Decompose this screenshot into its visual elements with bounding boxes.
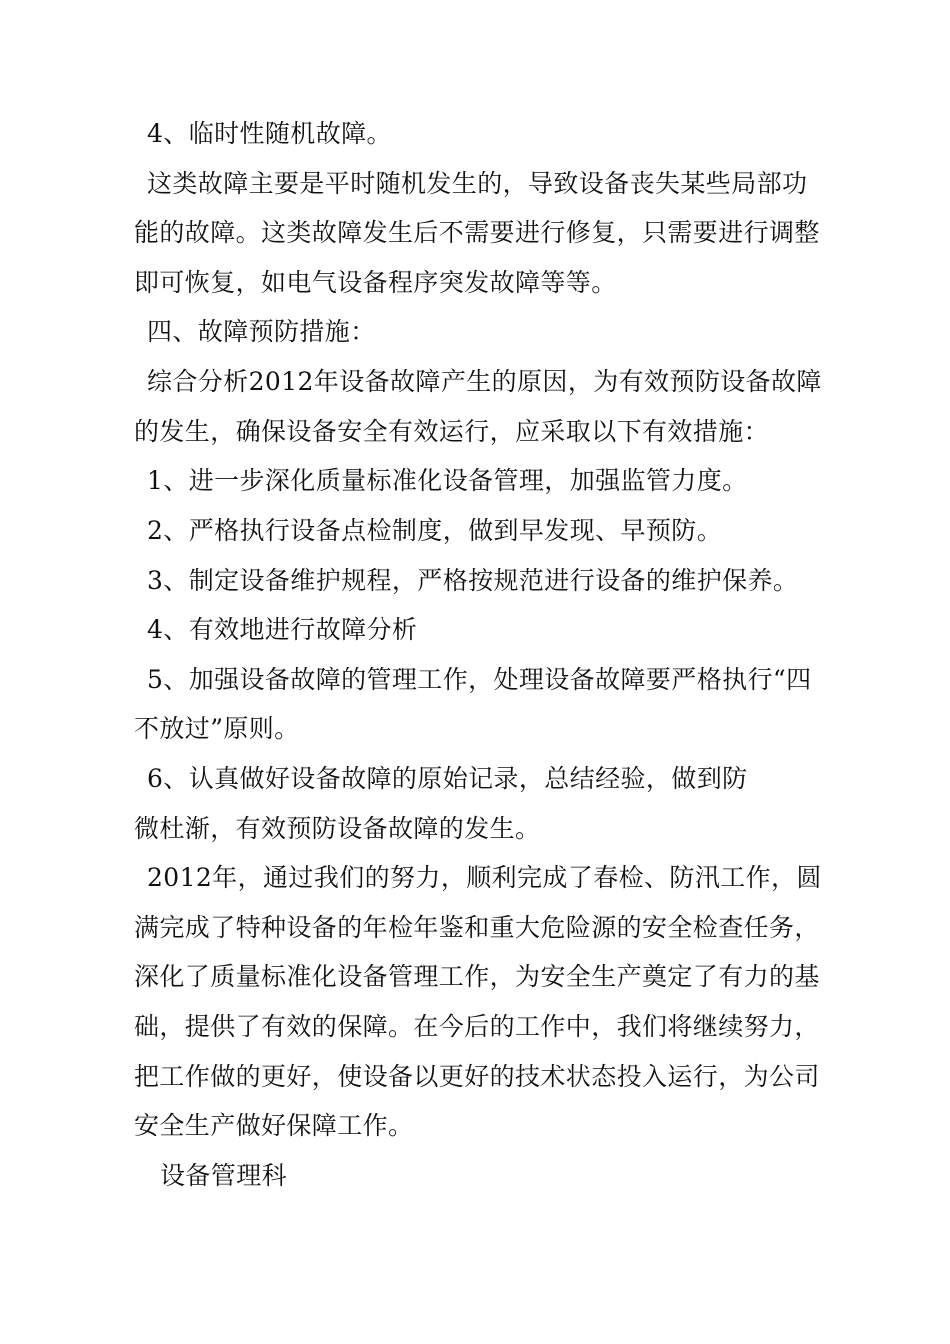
list-item-4: 4、有效地进行故障分析 bbox=[147, 615, 418, 644]
list-item-5-continued: 不放过”原则。 bbox=[134, 714, 300, 743]
paragraph-line: 这类故障主要是平时随机发生的，导致设备丧失某些局部功 bbox=[147, 169, 808, 198]
summary-paragraph-line: 2012年，通过我们的努力，顺利完成了春检、防汛工作，圆 bbox=[147, 863, 822, 892]
list-item-6-continued: 微杜渐，有效预防设备故障的发生。 bbox=[134, 814, 541, 843]
list-item-6: 6、认真做好设备故障的原始记录，总结经验，做到防 bbox=[147, 764, 748, 793]
paragraph-line: 的发生，确保设备安全有效运行，应采取以下有效措施： bbox=[134, 417, 770, 446]
paragraph-line: 能的故障。这类故障发生后不需要进行修复，只需要进行调整 bbox=[134, 218, 820, 247]
summary-paragraph-line: 安全生产做好保障工作。 bbox=[134, 1111, 414, 1140]
list-item-5: 5、加强设备故障的管理工作，处理设备故障要严格执行“四 bbox=[147, 665, 812, 694]
summary-paragraph-line: 深化了质量标准化设备管理工作，为安全生产奠定了有力的基 bbox=[134, 962, 820, 991]
list-item-3: 3、制定设备维护规程，严格按规范进行设备的维护保养。 bbox=[147, 566, 799, 595]
department-signature: 设备管理科 bbox=[160, 1161, 288, 1190]
list-item-2: 2、严格执行设备点检制度，做到早发现、早预防。 bbox=[147, 516, 723, 545]
summary-paragraph-line: 满完成了特种设备的年检年鉴和重大危险源的安全检查任务， bbox=[134, 913, 820, 942]
paragraph-line-heading-temporary-fault: 4、临时性随机故障。 bbox=[147, 119, 392, 148]
summary-paragraph-line: 础，提供了有效的保障。在今后的工作中，我们将继续努力， bbox=[134, 1012, 820, 1041]
section-heading-prevention: 四、故障预防措施： bbox=[147, 317, 376, 346]
paragraph-line: 即可恢复，如电气设备程序突发故障等等。 bbox=[134, 268, 617, 297]
list-item-1: 1、进一步深化质量标准化设备管理，加强监管力度。 bbox=[147, 466, 748, 495]
paragraph-line: 综合分析2012年设备故障产生的原因，为有效预防设备故障 bbox=[147, 367, 822, 396]
summary-paragraph-line: 把工作做的更好，使设备以更好的技术状态投入运行，为公司 bbox=[134, 1062, 820, 1091]
